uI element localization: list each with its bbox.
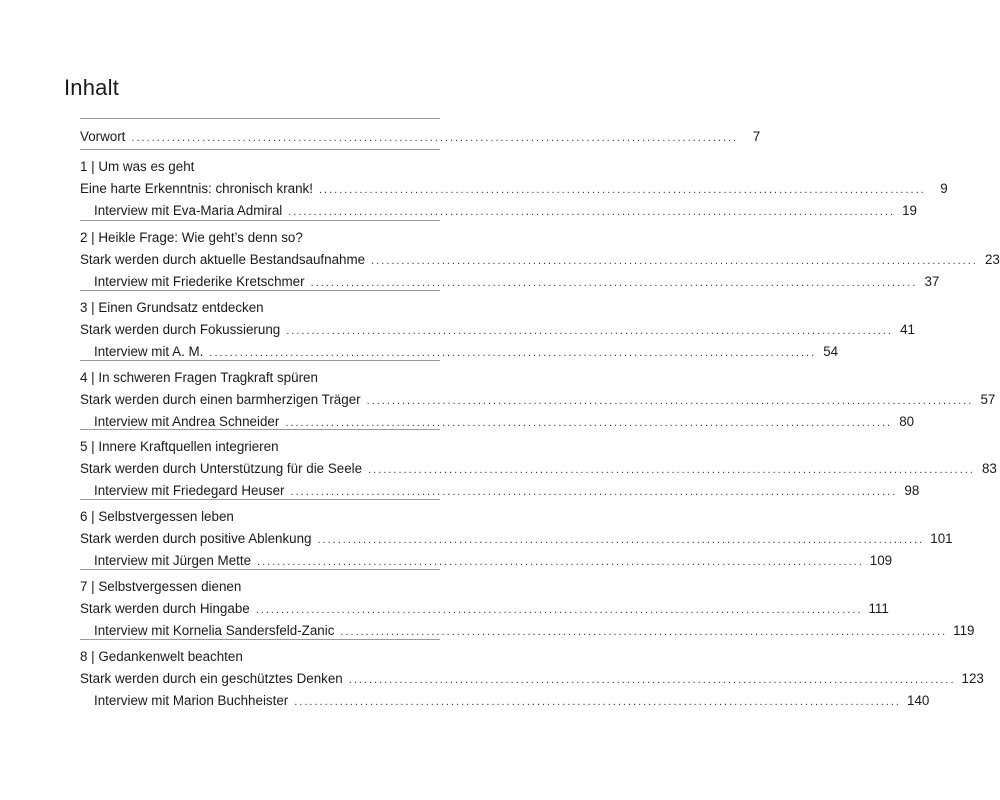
- toc-page-number: 57: [980, 392, 996, 407]
- dot-leader: ........................................................................................................................: [290, 486, 898, 498]
- toc-entry-label: Interview mit Andrea Schneider: [94, 414, 280, 429]
- dot-leader: ........................................................................................................................: [310, 277, 918, 289]
- toc-entry-label: Interview mit Friedegard Heuser: [94, 483, 285, 498]
- toc-page-number: 7: [752, 129, 761, 144]
- dot-leader: ........................................................................................................................: [348, 674, 956, 686]
- dot-leader: ........................................................................................................................: [286, 325, 893, 337]
- toc-page-number: 83: [981, 461, 997, 476]
- toc-page-number: 41: [900, 322, 915, 337]
- toc-entry-label: Stark werden durch ein geschütztes Denken: [80, 671, 343, 686]
- divider: [80, 220, 440, 221]
- toc-entry-chapter[interactable]: [80, 250, 1000, 270]
- divider: [80, 429, 440, 430]
- dot-leader: ........................................................................................................................: [371, 255, 978, 267]
- dot-leader: ........................................................................................................................: [257, 556, 864, 568]
- chapter-heading[interactable]: 1 | Um was es geht: [80, 159, 195, 174]
- dot-leader: ........................................................................................................................: [209, 347, 817, 359]
- toc-page-number: 37: [924, 274, 940, 289]
- toc-page-number: 19: [902, 203, 918, 218]
- toc-entry-label: Stark werden durch positive Ablenkung: [80, 531, 312, 546]
- toc-entry-label: Interview mit Kornelia Sandersfeld-Zanic: [94, 623, 335, 638]
- toc-page-number: 123: [961, 671, 984, 686]
- toc-entry-label: Vorwort: [80, 129, 126, 144]
- toc-entry-chapter[interactable]: [80, 179, 948, 199]
- toc-entry-label: Stark werden durch Hingabe: [80, 601, 250, 616]
- toc-page-number: 80: [899, 414, 915, 429]
- toc-entry-label: Stark werden durch einen barmherzigen Träger: [80, 392, 361, 407]
- toc-page-number: 101: [930, 531, 953, 546]
- dot-leader: ........................................................................................................................: [318, 184, 926, 196]
- divider: [80, 639, 440, 640]
- toc-entry-label: Interview mit A. M.: [94, 344, 204, 359]
- toc-entry-interview[interactable]: [94, 272, 940, 292]
- toc-page-number: 109: [869, 553, 893, 568]
- toc-page-number: 54: [823, 344, 839, 359]
- divider: [80, 118, 440, 119]
- toc-entry-chapter[interactable]: [80, 320, 915, 340]
- chapter-heading[interactable]: 4 | In schweren Fragen Tragkraft spüren: [80, 370, 318, 385]
- toc-entry-chapter[interactable]: [80, 599, 889, 619]
- chapter-heading[interactable]: 2 | Heikle Frage: Wie geht’s denn so?: [80, 230, 303, 245]
- toc-entry-label: Interview mit Jürgen Mette: [94, 553, 252, 568]
- chapter-heading[interactable]: 8 | Gedankenwelt beachten: [80, 649, 243, 664]
- toc-entry-label: Interview mit Eva-Maria Admiral: [94, 203, 283, 218]
- dot-leader: ........................................................................................................................: [288, 206, 896, 218]
- toc-entry-interview[interactable]: [94, 342, 839, 362]
- toc-entry-chapter[interactable]: [80, 669, 984, 689]
- chapter-heading[interactable]: 3 | Einen Grundsatz entdecken: [80, 300, 264, 315]
- toc-page-number: 98: [904, 483, 920, 498]
- chapter-heading[interactable]: 6 | Selbstvergessen leben: [80, 509, 234, 524]
- dot-leader: ........................................................................................................................: [317, 534, 925, 546]
- page-title: Inhalt: [64, 74, 120, 100]
- dot-leader: ........................................................................................................................: [285, 417, 893, 429]
- toc-entry-interview[interactable]: [94, 691, 930, 711]
- divider: [80, 499, 440, 500]
- toc-entry-chapter[interactable]: [80, 529, 953, 549]
- toc-entry-label: Eine harte Erkenntnis: chronisch krank!: [80, 181, 313, 196]
- toc-page-number: 23: [984, 252, 1000, 267]
- divider: [80, 149, 440, 150]
- toc-entry-label: Stark werden durch Fokussierung: [80, 322, 281, 337]
- divider: [80, 290, 440, 291]
- dot-leader: ........................................................................................................................: [368, 464, 975, 476]
- dot-leader: ........................................................................................................................: [294, 696, 901, 708]
- toc-entry-chapter[interactable]: [80, 390, 996, 410]
- divider: [80, 569, 440, 570]
- toc-page-number: 119: [953, 623, 975, 638]
- toc-entry-label: Stark werden durch Unterstützung für die Seele: [80, 461, 363, 476]
- dot-leader: ........................................................................................................................: [366, 395, 974, 407]
- chapter-heading[interactable]: 7 | Selbstvergessen dienen: [80, 579, 242, 594]
- dot-leader: ........................................................................................................................: [255, 604, 863, 616]
- dot-leader: ........................................................................................................................: [131, 132, 739, 144]
- toc-entry-chapter[interactable]: [80, 459, 997, 479]
- toc-entry-interview[interactable]: [94, 481, 920, 501]
- toc-page-number: 9: [940, 181, 948, 196]
- dot-leader: ........................................................................................................................: [340, 626, 948, 638]
- toc-entry-label: Interview mit Friederike Kretschmer: [94, 274, 305, 289]
- chapter-heading[interactable]: 5 | Innere Kraftquellen integrieren: [80, 439, 279, 454]
- toc-entry-interview[interactable]: [94, 551, 893, 571]
- toc-entry-label: Stark werden durch aktuelle Bestandsaufnahme: [80, 252, 366, 267]
- toc-page-number: 111: [868, 601, 889, 616]
- toc-page-number: 140: [907, 693, 930, 708]
- toc-entry-interview[interactable]: [94, 201, 918, 221]
- toc-entry-interview[interactable]: [94, 621, 975, 641]
- toc-entry-label: Interview mit Marion Buchheister: [94, 693, 289, 708]
- toc-entry-preface[interactable]: [80, 127, 761, 147]
- divider: [80, 360, 440, 361]
